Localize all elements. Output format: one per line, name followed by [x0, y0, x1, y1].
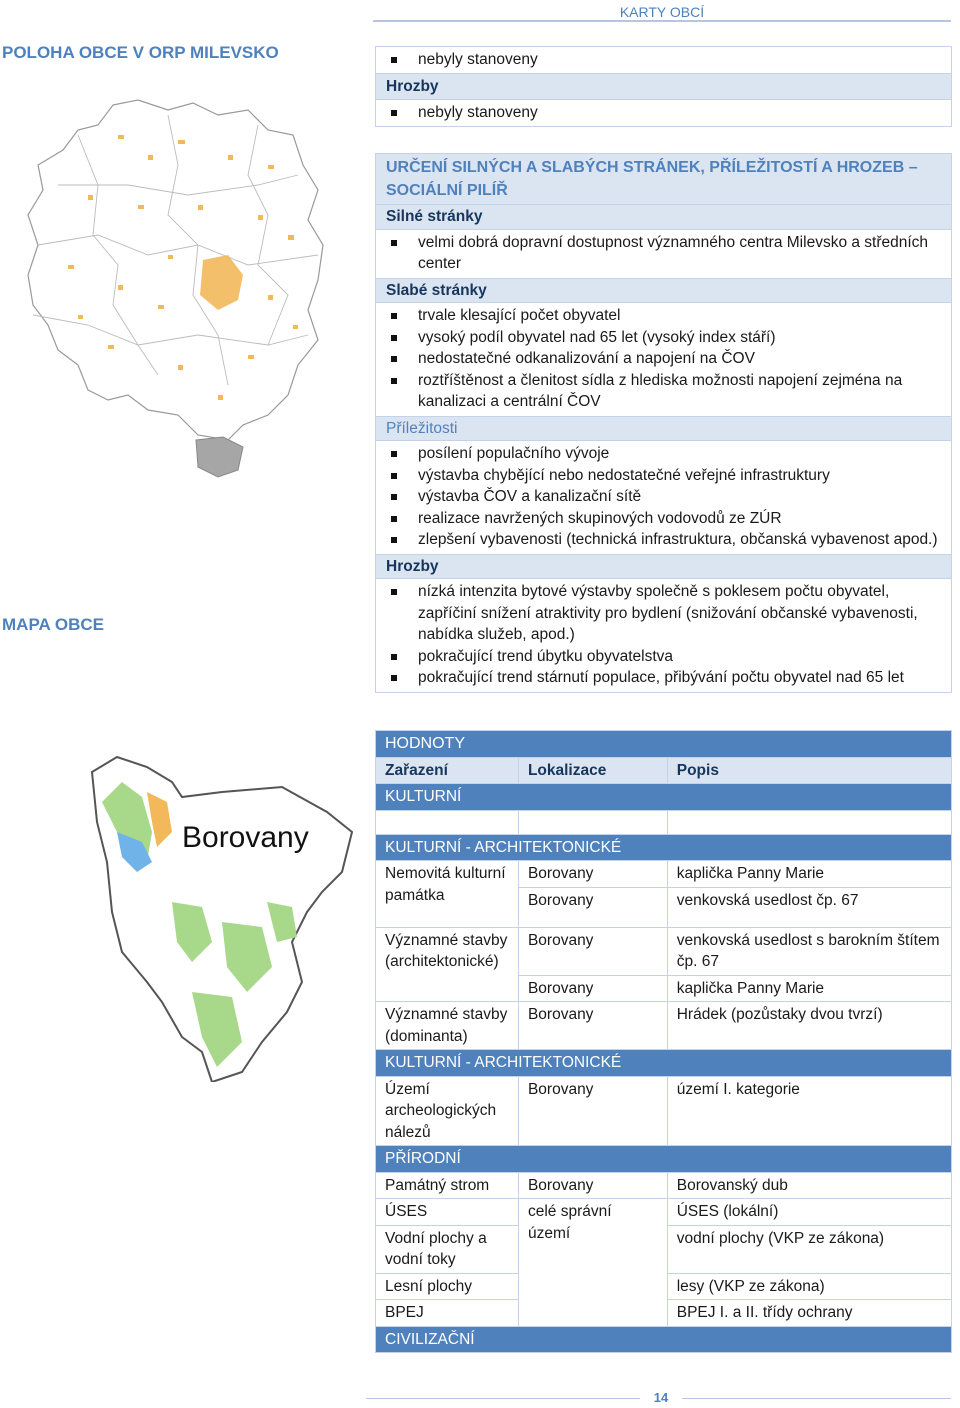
list-item: pokračující trend úbytku obyvatelstva	[386, 646, 941, 668]
threats-label: Hrozby	[376, 554, 951, 579]
list-item: zlepšení vybavenosti (technická infrastruktura, občanská vybavenost apod.)	[386, 529, 941, 551]
category-row: KULTURNÍ	[376, 784, 952, 811]
table-cell: Hrádek (pozůstaky dvou tvrzí)	[667, 1002, 951, 1050]
table-cell: venkovská usedlost s barokním štítem čp. 67	[667, 927, 951, 975]
table-cell: Lesní plochy	[376, 1273, 519, 1300]
map-heading: MAPA OBCE	[2, 615, 104, 634]
list-item: výstavba ČOV a kanalizační sítě	[386, 486, 941, 508]
orp-location-map	[18, 95, 338, 485]
table-cell: BPEJ	[376, 1300, 519, 1327]
list-item: vysoký podíl obyvatel nad 65 let (vysoký index stáří)	[386, 327, 941, 349]
opportunities-label: Příležitosti	[376, 416, 951, 441]
table-cell: Borovany	[518, 1076, 667, 1146]
strengths-label: Silné stránky	[376, 204, 951, 229]
category-row: KULTURNÍ - ARCHITEKTONICKÉ	[376, 1050, 952, 1077]
table-cell: Významné stavby (architektonické)	[376, 927, 519, 1002]
weaknesses-label: Slabé stránky	[376, 278, 951, 303]
list-item: velmi dobrá dopravní dostupnost významného centra Milevsko a středních center	[386, 232, 941, 275]
category-row: KULTURNÍ - ARCHITEKTONICKÉ	[376, 834, 952, 861]
list-item: realizace navržených skupinových vodovodů ze ZÚR	[386, 508, 941, 530]
threats-label: Hrozby	[376, 73, 951, 100]
table-cell: celé správní území	[518, 1199, 667, 1327]
threats-panel-top	[375, 46, 952, 127]
table-cell: Borovany	[518, 1172, 667, 1199]
table-cell: ÚSES	[376, 1199, 519, 1226]
list-item: nízká intenzita bytové výstavby společně s poklesem počtu obyvatel, zapříčiní snížení atraktivity pro bydlení (snižování občanské vybavenosti, nabídka služeb, apod.)	[386, 581, 941, 646]
table-cell: Borovany	[518, 861, 667, 888]
municipality-map	[52, 752, 362, 1082]
list-item: nedostatečné odkanalizování a napojení na ČOV	[386, 348, 941, 370]
table-cell: venkovská usedlost čp. 67	[667, 887, 951, 927]
table-cell: ÚSES (lokální)	[667, 1199, 951, 1226]
table-cell: Památný strom	[376, 1172, 519, 1199]
list-item: posílení populačního vývoje	[386, 443, 941, 465]
swot-social-panel	[375, 153, 952, 693]
header-rule	[373, 20, 951, 22]
table-cell: Borovanský dub	[667, 1172, 951, 1199]
category-row: CIVILIZAČNÍ	[376, 1326, 952, 1353]
values-title: HODNOTY	[376, 731, 952, 758]
list-item: nebyly stanoveny	[386, 102, 941, 124]
map-place-label: Borovany	[182, 821, 309, 854]
table-cell: Borovany	[518, 927, 667, 975]
table-cell: Významné stavby (dominanta)	[376, 1002, 519, 1050]
list-item: nebyly stanoveny	[386, 49, 941, 71]
table-cell: kaplička Panny Marie	[667, 861, 951, 888]
list-item: roztříštěnost a členitost sídla z hlediska možnosti napojení zejména na kanalizaci a centrální ČOV	[386, 370, 941, 413]
page-number: 14	[640, 1390, 682, 1405]
table-cell: území I. kategorie	[667, 1076, 951, 1146]
table-cell: Nemovitá kulturní památka	[376, 861, 519, 928]
col-header: Popis	[667, 757, 951, 784]
col-header: Zařazení	[376, 757, 519, 784]
section-title: URČENÍ SILNÝCH A SLABÝCH STRÁNEK, PŘÍLEŽITOSTÍ A HROZEB – SOCIÁLNÍ PILÍŘ	[376, 154, 951, 204]
table-cell: lesy (VKP ze zákona)	[667, 1273, 951, 1300]
table-cell: Borovany	[518, 1002, 667, 1050]
location-heading: POLOHA OBCE V ORP MILEVSKO	[2, 43, 279, 62]
table-cell: Území archeologických nálezů	[376, 1076, 519, 1146]
col-header: Lokalizace	[518, 757, 667, 784]
table-cell: Borovany	[518, 975, 667, 1002]
list-item: výstavba chybějící nebo nedostatečné veřejné infrastruktury	[386, 465, 941, 487]
table-cell: Vodní plochy a vodní toky	[376, 1225, 519, 1273]
list-item: trvale klesající počet obyvatel	[386, 305, 941, 327]
list-item: pokračující trend stárnutí populace, přibývání počtu obyvatel nad 65 let	[386, 667, 941, 689]
table-cell: Borovany	[518, 887, 667, 927]
values-table	[375, 730, 952, 1353]
category-row: PŘÍRODNÍ	[376, 1146, 952, 1173]
running-header: KARTY OBCÍ	[619, 4, 705, 20]
table-cell: BPEJ I. a II. třídy ochrany	[667, 1300, 951, 1327]
table-cell: kaplička Panny Marie	[667, 975, 951, 1002]
table-cell: vodní plochy (VKP ze zákona)	[667, 1225, 951, 1273]
